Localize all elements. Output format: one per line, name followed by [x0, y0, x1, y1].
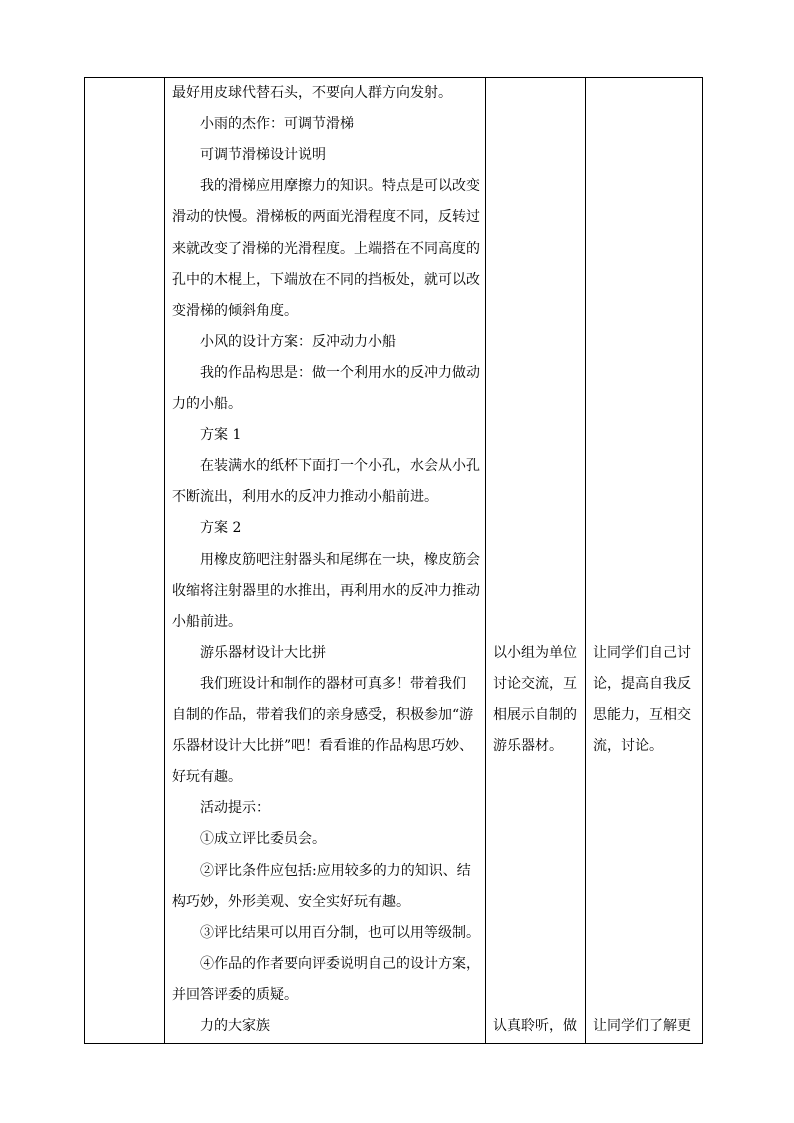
- student-activity-cell: [486, 78, 586, 1043]
- content-line: 最好用皮球代替石头，不要向人群方向发射。: [172, 85, 452, 101]
- content-line: ②评比条件应包括:应用较多的力的知识、结: [200, 862, 471, 879]
- lesson-plan-table: [84, 77, 703, 1044]
- content-line: 收缩将注射器里的水推出，再利用水的反冲力推动: [172, 582, 480, 599]
- content-line: 力的大家族: [200, 1018, 270, 1034]
- content-line: 在装满水的纸杯下面打一个小孔，水会从小孔: [200, 458, 480, 475]
- design-intent-line: 思能力，互相交: [593, 707, 691, 723]
- content-line: 方案 2: [200, 520, 242, 537]
- content-line: 孔中的木棍上，下端放在不同的挡板处，就可以改: [172, 271, 480, 288]
- content-line: 游乐器材设计大比拼: [200, 644, 326, 661]
- design-intent-line: 流，讨论。: [593, 738, 663, 755]
- content-line: 方案 1: [200, 427, 242, 444]
- content-line: 小风的设计方案：反冲动力小船: [200, 333, 396, 350]
- content-line: 我的滑梯应用摩擦力的知识。特点是可以改变: [200, 178, 480, 195]
- content-line: 变滑梯的倾斜角度。: [172, 302, 298, 319]
- content-line: 我的作品构思是：做一个利用水的反冲力做动: [200, 364, 480, 381]
- content-line: 自制的作品，带着我们的亲身感受，积极参加“游: [172, 707, 474, 723]
- content-line: ③评比结果可以用百分制，也可以用等级制。: [200, 924, 480, 941]
- design-intent-line: 论，提高自我反: [593, 675, 691, 692]
- teaching-content-cell: [165, 78, 486, 1043]
- content-line: 构巧妙，外形美观、安全实好玩有趣。: [172, 893, 410, 910]
- content-line: 力的小船。: [172, 396, 242, 412]
- content-line: 乐器材设计大比拼”吧！看看谁的作品构思巧妙、: [172, 738, 474, 755]
- content-line: 不断流出，利用水的反冲力推动小船前进。: [172, 489, 438, 506]
- design-intent-line: 让同学们了解更: [593, 1018, 691, 1034]
- student-activity-line: 以小组为单位: [493, 644, 577, 661]
- column-1-cell: [85, 78, 165, 1043]
- content-line: 并回答评委的质疑。: [172, 986, 298, 1003]
- design-intent-line: 让同学们自己讨: [593, 644, 691, 661]
- student-activity-line: 相展示自制的: [493, 707, 577, 723]
- content-line: 活动提示：: [200, 800, 270, 817]
- content-line: 用橡皮筋吧注射器头和尾绑在一块，橡皮筋会: [200, 551, 480, 568]
- design-intent-cell: [586, 78, 702, 1043]
- content-line: 可调节滑梯设计说明: [200, 147, 326, 164]
- content-line: 我们班设计和制作的器材可真多！带着我们: [200, 675, 466, 692]
- content-line: 小船前进。: [172, 613, 242, 630]
- content-line: 滑动的快慢。滑梯板的两面光滑程度不同，反转过: [172, 209, 480, 226]
- content-line: 小雨的杰作：可调节滑梯: [200, 116, 354, 133]
- content-line: ①成立评比委员会。: [200, 831, 326, 848]
- content-line: 来就改变了滑梯的光滑程度。上端搭在不同高度的: [172, 240, 480, 257]
- student-activity-line: 认真聆听，做: [493, 1018, 577, 1034]
- student-activity-line: 游乐器材。: [493, 738, 563, 755]
- student-activity-line: 讨论交流，互: [493, 675, 577, 692]
- content-line: ④作品的作者要向评委说明自己的设计方案，: [200, 955, 480, 972]
- content-line: 好玩有趣。: [172, 769, 242, 786]
